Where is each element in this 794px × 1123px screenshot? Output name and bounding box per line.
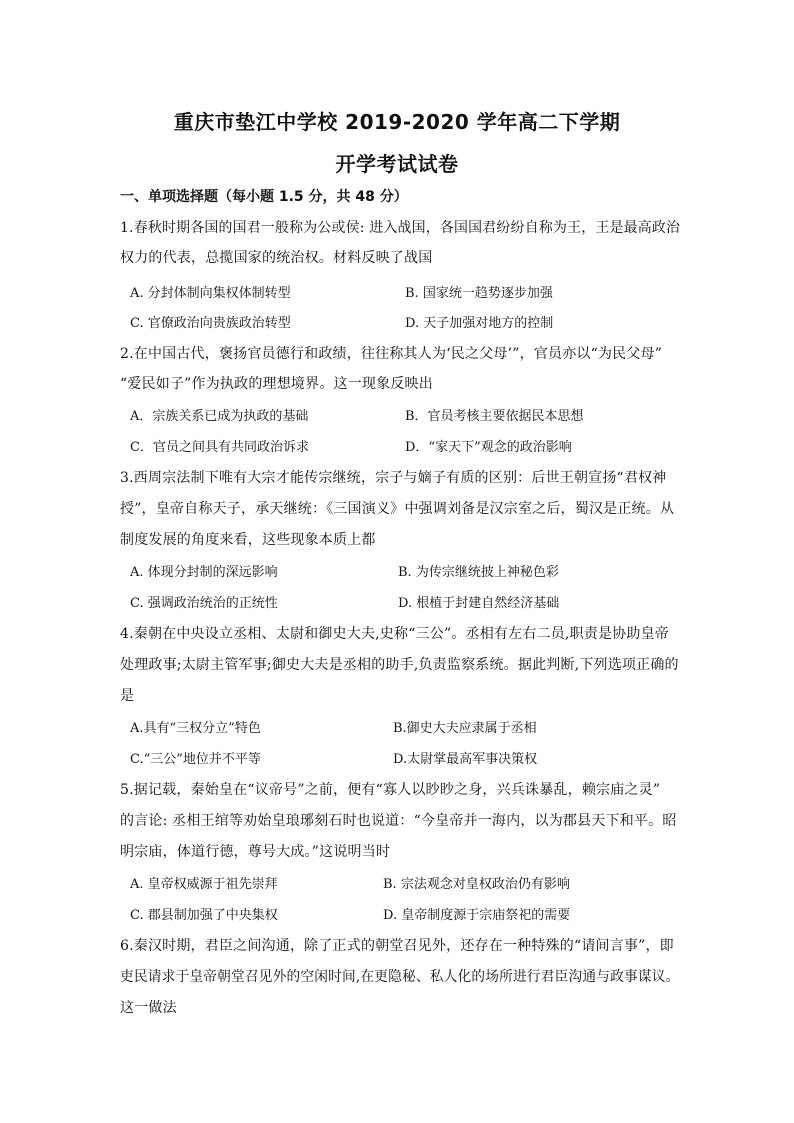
question-3-stem-line-2: 授”，皇帝自称天子，承天继统：《三国演义》中强调刘备是汉宗室之后，蜀汉是正统。从 bbox=[120, 501, 675, 517]
question-3-option-b: B. 为传宗继统披上神秘色彩 bbox=[398, 565, 559, 580]
question-5-option-c: C. 郡县制加强了中央集权 bbox=[130, 908, 278, 923]
question-1-option-b: B. 国家统一趋势逐步加强 bbox=[405, 286, 553, 301]
question-3-option-a: A. 体现分封制的深远影响 bbox=[130, 565, 278, 580]
section-heading: 一、单项选择题（每小题 1.5 分，共 48 分） bbox=[120, 189, 408, 205]
question-3-option-c: C. 强调政治统治的正统性 bbox=[130, 596, 278, 611]
question-3-option-d: D. 根植于封建自然经济基础 bbox=[398, 596, 560, 611]
question-2-stem-line-2: “爱民如子”作为执政的理想境界。这一现象反映出 bbox=[120, 376, 433, 392]
question-4-option-c: C.“三公”地位并不平等 bbox=[130, 752, 261, 767]
question-4-option-b: B.御史大夫应隶属于丞相 bbox=[393, 721, 537, 736]
exam-subtitle: 开学考试试卷 bbox=[335, 152, 459, 176]
question-4-stem-line-1: 4.秦朝在中央设立丞相、太尉和御史大夫,史称“三公”。丞相有左右二员,职责是协助皇帝 bbox=[120, 626, 669, 642]
question-6-stem-line-2: 吏民请求于皇帝朝堂召见外的空闲时间,在更隐秘、私人化的场所进行君臣沟通与政事谋议。 bbox=[120, 969, 680, 985]
question-5-stem-line-1: 5.据记载，秦始皇在“议帝号”之前，便有“寡人以眇眇之身，兴兵诛暴乱，赖宗庙之灵” bbox=[120, 782, 661, 798]
question-6-stem-line-1: 6.秦汉时期，君臣之间沟通，除了正式的朝堂召见外，还存在一种特殊的“请间言事”，即 bbox=[120, 938, 674, 954]
question-5-option-d: D. 皇帝制度源于宗庙祭祀的需要 bbox=[383, 908, 571, 923]
question-2-option-b: B．官员考核主要依据民本思想 bbox=[405, 409, 584, 424]
question-2-option-d: D．“家天下”观念的政治影响 bbox=[405, 440, 572, 455]
question-4-option-d: D.太尉掌最高军事决策权 bbox=[393, 752, 538, 767]
question-4-option-a: A.具有“三权分立”特色 bbox=[130, 721, 261, 736]
question-5-stem-line-2: 的言论: 丞相王绾等劝始皇琅琊刻石时也说道：“今皇帝并一海内，以为郡县天下和平。昭 bbox=[120, 813, 677, 829]
question-1-stem-line-1: 1.春秋时期各国的国君一般称为公或侯: 进入战国，各国国君纷纷自称为王，王是最高政治 bbox=[120, 220, 681, 236]
question-1-stem-line-2: 权力的代表，总揽国家的统治权。材料反映了战国 bbox=[120, 250, 433, 266]
question-2-option-a: A．宗族关系已成为执政的基础 bbox=[130, 409, 309, 424]
question-1-option-c: C. 官僚政治向贵族政治转型 bbox=[130, 316, 291, 331]
question-5-option-a: A. 皇帝权威源于祖先崇拜 bbox=[130, 877, 278, 892]
question-5-stem-line-3: 明宗庙，体道行德，尊号大成。”这说明当时 bbox=[120, 844, 391, 860]
question-4-stem-line-2: 处理政事;太尉主管军事;御史大夫是丞相的助手,负责监察系统。据此判断,下列选项正确的 bbox=[120, 657, 679, 673]
question-2-option-c: C．官员之间具有共同政治诉求 bbox=[130, 440, 309, 455]
question-1-option-a: A. 分封体制向集权体制转型 bbox=[130, 286, 291, 301]
question-4-stem-line-3: 是 bbox=[120, 688, 135, 704]
question-3-stem-line-1: 3.西周宗法制下唯有大宗才能传宗继统，宗子与嫡子有质的区别：后世王朝宣扬“君权神 bbox=[120, 470, 667, 486]
question-6-stem-line-3: 这一做法 bbox=[120, 1000, 177, 1016]
question-2-stem-line-1: 2.在中国古代，褒扬官员德行和政绩，往往称其人为‘民之父母’”，官员亦以“为民父母” bbox=[120, 346, 663, 362]
question-1-option-d: D. 天子加强对地方的控制 bbox=[405, 316, 554, 331]
exam-title: 重庆市垫江中学校 2019-2020 学年高二下学期 bbox=[173, 110, 621, 134]
question-3-stem-line-3: 制度发展的角度来看，这些现象本质上都 bbox=[120, 532, 376, 548]
question-5-option-b: B. 宗法观念对皇权政治仍有影响 bbox=[383, 877, 570, 892]
